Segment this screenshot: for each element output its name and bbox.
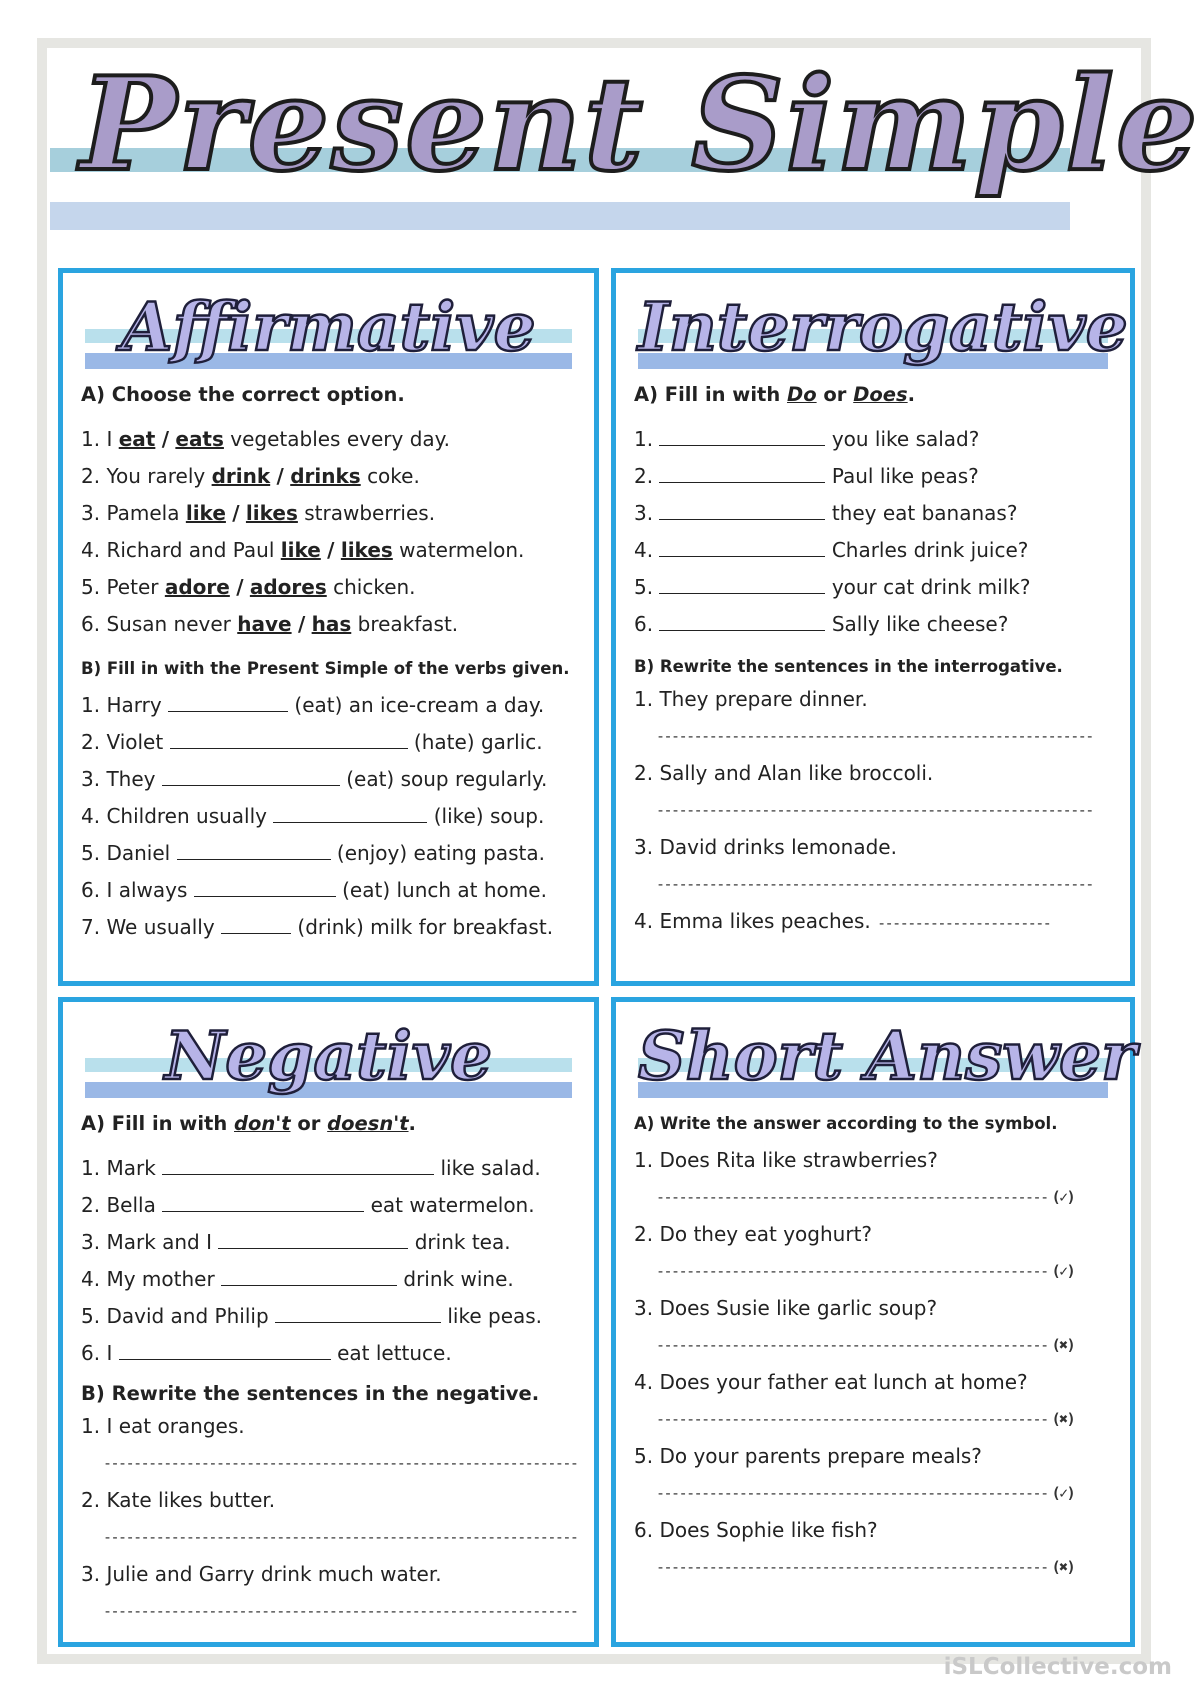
answer-dash-line[interactable]: ---------------------------------------------------------------: [103, 1454, 578, 1472]
page-title: Present Simple: [80, 50, 1200, 200]
check-icon: (✓): [1051, 1188, 1075, 1206]
list-item: 1. They prepare dinner.: [634, 687, 868, 711]
affirmative-panel: [58, 268, 599, 986]
short-answer-list: [634, 1142, 1116, 1586]
answer-dash-line[interactable]: ---------------------------------------------------- (✓): [656, 1262, 1075, 1280]
answer-dash-line[interactable]: ---------------------------------------------------- (✓): [656, 1484, 1075, 1502]
cross-icon: (✖): [1051, 1336, 1075, 1354]
list-item: 4. Charles drink juice?: [634, 538, 1029, 562]
interrogative-b-list: [634, 681, 1116, 942]
list-item: 3. they eat bananas?: [634, 501, 1018, 525]
list-item: 2. Sally and Alan like broccoli.: [634, 761, 934, 785]
answer-dash-line[interactable]: ---------------------------------------------------------------: [103, 1528, 578, 1546]
interrogative-heading: Interrogative: [638, 288, 1128, 366]
affirmative-heading-band: [85, 288, 572, 375]
list-item: 5. Daniel (enjoy) eating pasta.: [81, 841, 546, 865]
answer-blank[interactable]: [162, 767, 340, 786]
option-1[interactable]: have: [237, 612, 292, 636]
answer-blank[interactable]: [659, 612, 825, 631]
affirmative-section-b: B) Fill in with the Present Simple of the verbs given.: [81, 659, 570, 678]
option-2[interactable]: adores: [249, 575, 327, 599]
option-1[interactable]: like: [185, 501, 226, 525]
list-item: 3. Pamela like / likes strawberries.: [81, 501, 436, 525]
list-item: 3. Julie and Garry drink much water.: [81, 1562, 442, 1586]
answer-blank[interactable]: [162, 1193, 364, 1212]
answer-blank[interactable]: [659, 427, 825, 446]
answer-blank[interactable]: [170, 730, 408, 749]
list-item: 1. you like salad?: [634, 427, 980, 451]
option-1[interactable]: like: [280, 538, 321, 562]
list-item: 3. David drinks lemonade.: [634, 835, 897, 859]
list-item: 4. Children usually (like) soup.: [81, 804, 545, 828]
short-answer-heading: Short Answer: [638, 1017, 1136, 1095]
list-item: 5. Peter adore / adores chicken.: [81, 575, 416, 599]
interrogative-section-a: A) Fill in with Do or Does.: [634, 383, 916, 406]
list-item: 6. I always (eat) lunch at home.: [81, 878, 547, 902]
list-item: 2. Violet (hate) garlic.: [81, 730, 543, 754]
option-2[interactable]: eats: [175, 427, 224, 451]
list-item: 6. I eat lettuce.: [81, 1341, 452, 1365]
list-item: 2. Paul like peas?: [634, 464, 979, 488]
list-item: 3. They (eat) soup regularly.: [81, 767, 548, 791]
list-item: 2. Do they eat yoghurt?: [634, 1222, 873, 1246]
interrogative-section-b: B) Rewrite the sentences in the interrogative.: [634, 657, 1063, 676]
answer-dash-line[interactable]: ---------------------------------------------------- (✖): [656, 1558, 1075, 1576]
option-1[interactable]: adore: [164, 575, 230, 599]
negative-panel: [58, 997, 599, 1647]
answer-dash-line[interactable]: ---------------------------------------------------- (✓): [656, 1188, 1075, 1206]
option-2[interactable]: has: [311, 612, 352, 636]
list-item: 4. Does your father eat lunch at home?: [634, 1370, 1028, 1394]
answer-dash-line[interactable]: ----------------------------------------------------------: [656, 875, 1093, 893]
answer-dash-line[interactable]: ----------------------------------------------------------: [656, 727, 1093, 745]
affirmative-a-list: [81, 421, 580, 643]
answer-blank[interactable]: [119, 1341, 331, 1360]
list-item: 1. Mark like salad.: [81, 1156, 541, 1180]
answer-blank[interactable]: [273, 804, 427, 823]
affirmative-section-a: A) Choose the correct option.: [81, 383, 405, 406]
short-answer-section-a: A) Write the answer according to the symbol.: [634, 1114, 1058, 1133]
interrogative-a-list: [634, 421, 1116, 643]
list-item: 3. Mark and I drink tea.: [81, 1230, 511, 1254]
list-item: 2. Bella eat watermelon.: [81, 1193, 535, 1217]
list-item: 4. My mother drink wine.: [81, 1267, 514, 1291]
negative-a-list: [81, 1150, 580, 1372]
answer-dash-line[interactable]: ---------------------------------------------------- (✖): [656, 1410, 1075, 1428]
check-icon: (✓): [1051, 1484, 1075, 1502]
answer-blank[interactable]: [221, 1267, 397, 1286]
option-2[interactable]: drinks: [290, 464, 361, 488]
list-item: 6. Sally like cheese?: [634, 612, 1009, 636]
watermark: iSLCollective.com: [943, 1654, 1172, 1680]
answer-blank[interactable]: [221, 915, 291, 934]
answer-blank[interactable]: [659, 464, 825, 483]
list-item: 6. Susan never have / has breakfast.: [81, 612, 459, 636]
list-item: 4. Emma likes peaches. -----------------------: [634, 909, 1051, 933]
answer-blank[interactable]: [194, 878, 336, 897]
answer-blank[interactable]: [659, 575, 825, 594]
answer-blank[interactable]: [659, 501, 825, 520]
interrogative-panel: [611, 268, 1135, 986]
negative-section-b: B) Rewrite the sentences in the negative.: [81, 1382, 540, 1405]
list-item: 5. David and Philip like peas.: [81, 1304, 543, 1328]
list-item: 7. We usually (drink) milk for breakfast.: [81, 915, 554, 939]
list-item: 5. Do your parents prepare meals?: [634, 1444, 982, 1468]
option-1[interactable]: drink: [211, 464, 271, 488]
answer-blank[interactable]: [659, 538, 825, 557]
list-item: 2. You rarely drink / drinks coke.: [81, 464, 420, 488]
list-item: 5. your cat drink milk?: [634, 575, 1031, 599]
negative-b-list: [81, 1408, 580, 1630]
negative-section-a: A) Fill in with don't or doesn't.: [81, 1112, 416, 1135]
answer-blank[interactable]: [162, 1156, 434, 1175]
list-item: 3. Does Susie like garlic soup?: [634, 1296, 938, 1320]
title-stripe-bottom: [50, 202, 1070, 230]
option-2[interactable]: likes: [245, 501, 298, 525]
answer-dash-line[interactable]: ---------------------------------------------------- (✖): [656, 1336, 1075, 1354]
answer-dash-line[interactable]: ----------------------------------------------------------: [656, 801, 1093, 819]
affirmative-heading: Affirmative: [121, 288, 536, 366]
option-2[interactable]: likes: [340, 538, 393, 562]
check-icon: (✓): [1051, 1262, 1075, 1280]
negative-heading: Negative: [164, 1017, 493, 1095]
short-answer-heading-band: [638, 1017, 1136, 1104]
answer-blank[interactable]: [177, 841, 331, 860]
answer-blank[interactable]: [275, 1304, 441, 1323]
cross-icon: (✖): [1051, 1558, 1075, 1576]
list-item: 1. Harry (eat) an ice-cream a day.: [81, 693, 545, 717]
interrogative-heading-band: [638, 288, 1128, 375]
option-1[interactable]: eat: [118, 427, 156, 451]
list-item: 1. Does Rita like strawberries?: [634, 1148, 938, 1172]
title-band: [50, 50, 1200, 240]
list-item: 6. Does Sophie like fish?: [634, 1518, 878, 1542]
list-item: 1. I eat oranges.: [81, 1414, 245, 1438]
answer-dash-line[interactable]: -----------------------: [877, 914, 1051, 932]
list-item: 4. Richard and Paul like / likes watermelon.: [81, 538, 525, 562]
answer-blank[interactable]: [168, 693, 288, 712]
answer-blank[interactable]: [218, 1230, 408, 1249]
negative-heading-band: [85, 1017, 572, 1104]
list-item: 2. Kate likes butter.: [81, 1488, 276, 1512]
short-answer-panel: [611, 997, 1135, 1647]
answer-dash-line[interactable]: ---------------------------------------------------------------: [103, 1602, 578, 1620]
affirmative-b-list: [81, 687, 580, 946]
list-item: 1. I eat / eats vegetables every day.: [81, 427, 450, 451]
cross-icon: (✖): [1051, 1410, 1075, 1428]
